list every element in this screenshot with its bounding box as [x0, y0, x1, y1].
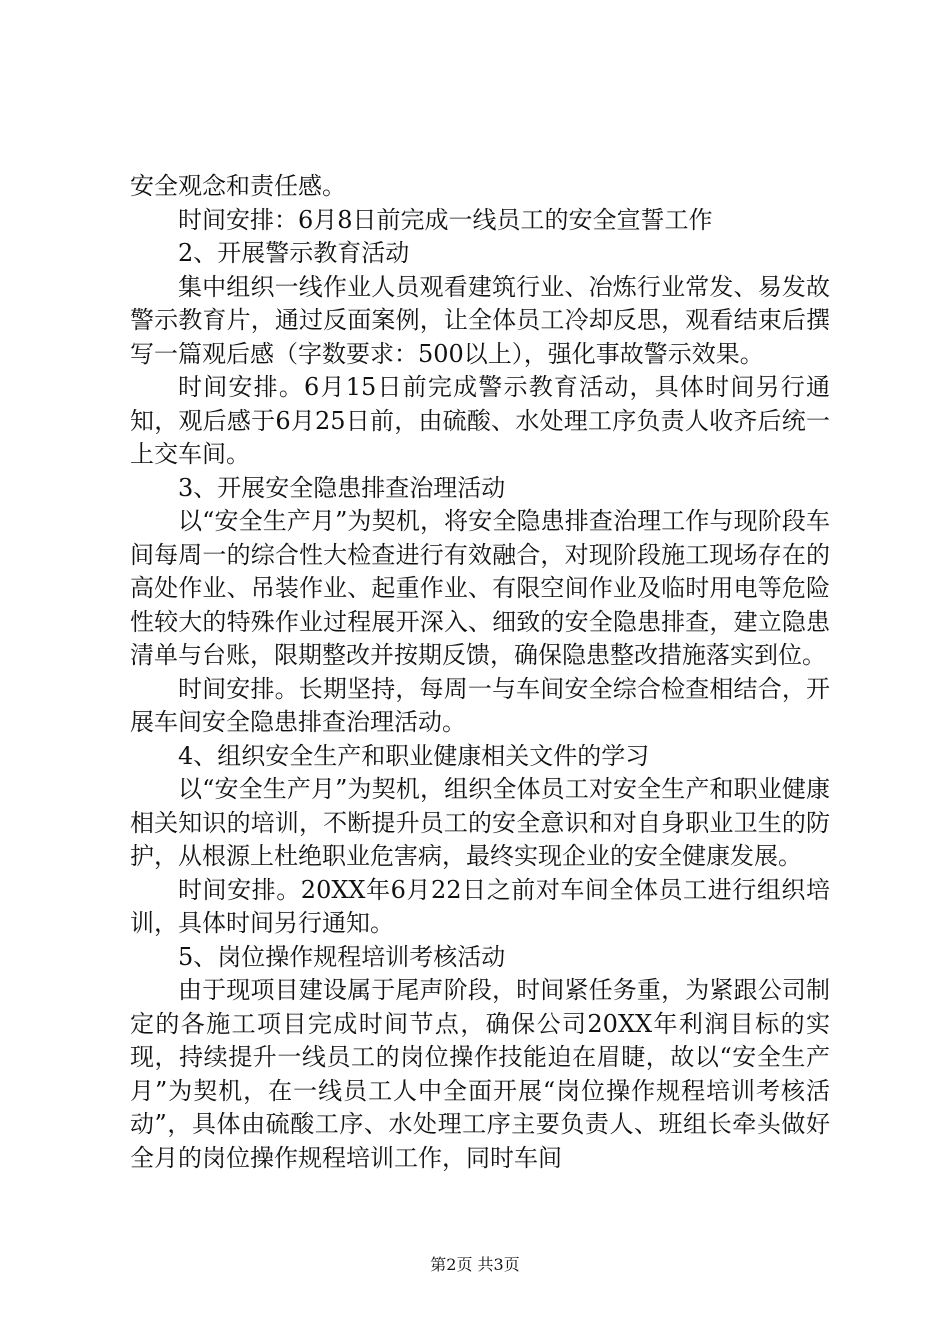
paragraph: 5、岗位操作规程培训考核活动 — [178, 942, 506, 971]
paragraph: 由于现项目建设属于尾声阶段，时间紧任务重，为紧跟公司制定的各施工项目完成时间节点，确保公司20XX年利润目标的实现，持续提升一线员工的岗位操作技能迫在眉睫，故以“安全生产月”为契机，在一线员工人中全面开展“岗位操作规程培训考核活动”，具体由硫酸工序、水处理工序主要负责人、班组长牵头做好全月的岗位操作规程培训工作，同时车间 — [130, 976, 830, 1172]
page-footer: 第2页 共3页 — [430, 1255, 520, 1274]
document-body — [130, 170, 830, 1175]
paragraph: 安全观念和责任感。 — [130, 172, 346, 200]
paragraph: 4、组织安全生产和职业健康相关文件的学习 — [178, 741, 650, 770]
paragraph: 时间安排：6月8日前完成一线员工的安全宣誓工作 — [178, 205, 713, 234]
paragraph: 3、开展安全隐患排查治理活动 — [178, 473, 506, 502]
paragraph: 时间安排。20XX年6月22日之前对车间全体员工进行组织培训，具体时间另行通知。 — [130, 875, 830, 937]
paragraph: 以“安全生产月”为契机，将安全隐患排查治理工作与现阶段车间每周一的综合性大检查进行有效融合，对现阶段施工现场存在的高处作业、吊装作业、起重作业、有限空间作业及临时用电等危险性较大的特殊作业过程展开深入、细致的安全隐患排查，建立隐患清单与台账，限期整改并按期反馈，确保隐患整改措施落实到位。 — [130, 507, 830, 669]
paragraph: 以“安全生产月”为契机，组织全体员工对安全生产和职业健康相关知识的培训，不断提升员工的安全意识和对自身职业卫生的防护，从根源上杜绝职业危害病，最终实现企业的安全健康发展。 — [130, 775, 830, 870]
paragraph: 时间安排。长期坚持，每周一与车间安全综合检查相结合，开展车间安全隐患排查治理活动。 — [130, 674, 830, 736]
paragraph: 2、开展警示教育活动 — [178, 239, 410, 267]
paragraph: 集中组织一线作业人员观看建筑行业、冶炼行业常发、易发故警示教育片，通过反面案例，让全体员工冷却反思，观看结束后撰写一篇观后感（字数要求：500以上），强化事故警示效果。 — [130, 272, 830, 368]
paragraph: 时间安排。6月15日前完成警示教育活动，具体时间另行通知，观后感于6月25日前，由硫酸、水处理工序负责人收齐后统一上交车间。 — [130, 373, 830, 468]
